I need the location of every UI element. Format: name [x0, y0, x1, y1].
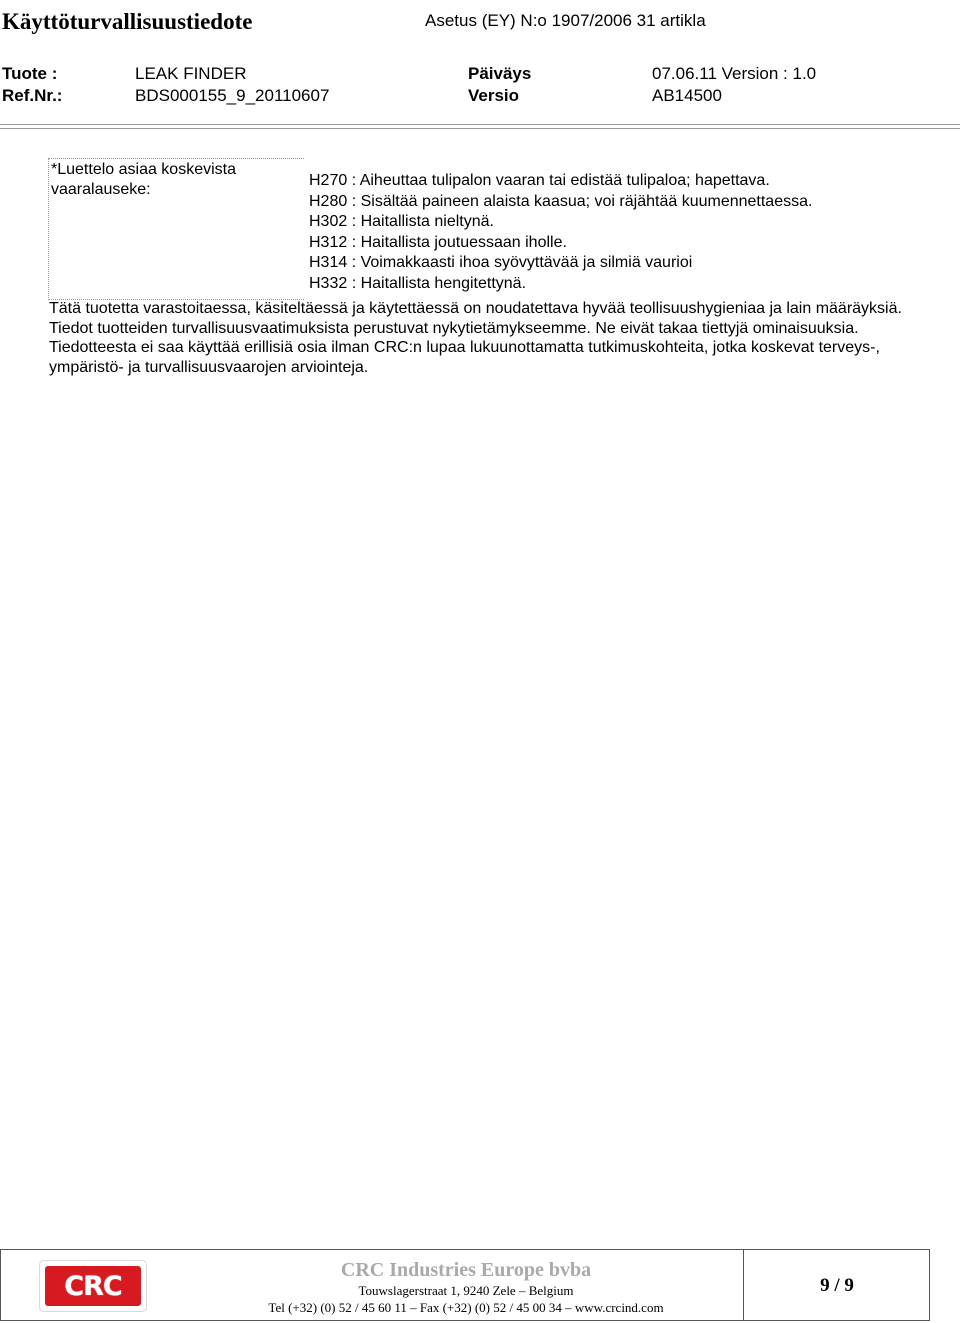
- product-label: Tuote :: [2, 64, 58, 83]
- hazard-statement-list: [309, 171, 812, 295]
- page-number-box: [743, 1250, 930, 1320]
- hazard-section-label: *Luettelo asiaa koskevista vaaralauseke:: [51, 161, 236, 198]
- page-number: 9 / 9: [820, 1275, 854, 1296]
- hazard-statement: H314 : Voimakkaasti ihoa syövyttävää ja silmiä vaurioi: [309, 254, 693, 272]
- company-name: CRC Industries Europe bvba: [340, 1259, 592, 1281]
- ref-label: Ref.Nr.:: [2, 86, 63, 105]
- hazard-statement: H280 : Sisältää paineen alaista kaasua; voi räjähtää kuumennettaessa.: [309, 192, 813, 210]
- company-address: Touwslagerstraat 1, 9240 Zele – Belgium: [358, 1283, 574, 1298]
- meta-row-ref: [0, 86, 960, 108]
- hazard-statement: H332 : Haitallista hengitettynä.: [309, 274, 527, 292]
- document-title: Käyttöturvallisuustiedote: [2, 9, 253, 34]
- product-meta: [0, 64, 960, 108]
- regulation-reference: Asetus (EY) N:o 1907/2006 31 artikla: [425, 11, 706, 30]
- ref-value: BDS000155_9_20110607: [135, 86, 330, 105]
- hazard-statement: H270 : Aiheuttaa tulipalon vaaran tai edistää tulipaloa; hapettava.: [309, 172, 770, 189]
- disclaimer-text: [49, 299, 929, 377]
- page-footer: [0, 1249, 930, 1321]
- product-value: LEAK FINDER: [135, 64, 247, 83]
- hazard-statement: H312 : Haitallista joutuessaan iholle.: [309, 233, 567, 251]
- date-label: Päiväys: [468, 64, 532, 83]
- hazard-statement: H302 : Haitallista nieltynä.: [309, 213, 494, 231]
- version-label: Versio: [468, 86, 520, 105]
- disclaimer-paragraph: Tätä tuotetta varastoitaessa, käsiteltäessä ja käytettäessä on noudatettava hyvää teollisuushygieniaa ja lain määräyksiä. Tiedot tuotteiden turvallisuusvaatimuksista perustuvat nykytietämykseemme. Ne eivät takaa tiettyjä ominaisuuksia.: [49, 300, 902, 337]
- header-divider-secondary: [0, 128, 960, 129]
- crc-logo-text: CRC: [64, 1270, 122, 1302]
- meta-row-product: [0, 64, 960, 86]
- header-divider: [0, 124, 960, 125]
- company-contact: Tel (+32) (0) 52 / 45 60 11 – Fax (+32) (0) 52 / 45 00 34 – www.crcind.com: [268, 1300, 664, 1315]
- version-value: AB14500: [652, 86, 722, 105]
- disclaimer-paragraph: Tiedotteesta ei saa käyttää erillisiä osia ilman CRC:n lupaa lukuunottamatta tutkimuskohteita, jotka koskevat terveys-, ympäristö- ja turvallisuusvaarojen arviointeja.: [49, 339, 880, 376]
- date-value: 07.06.11 Version : 1.0: [652, 64, 817, 83]
